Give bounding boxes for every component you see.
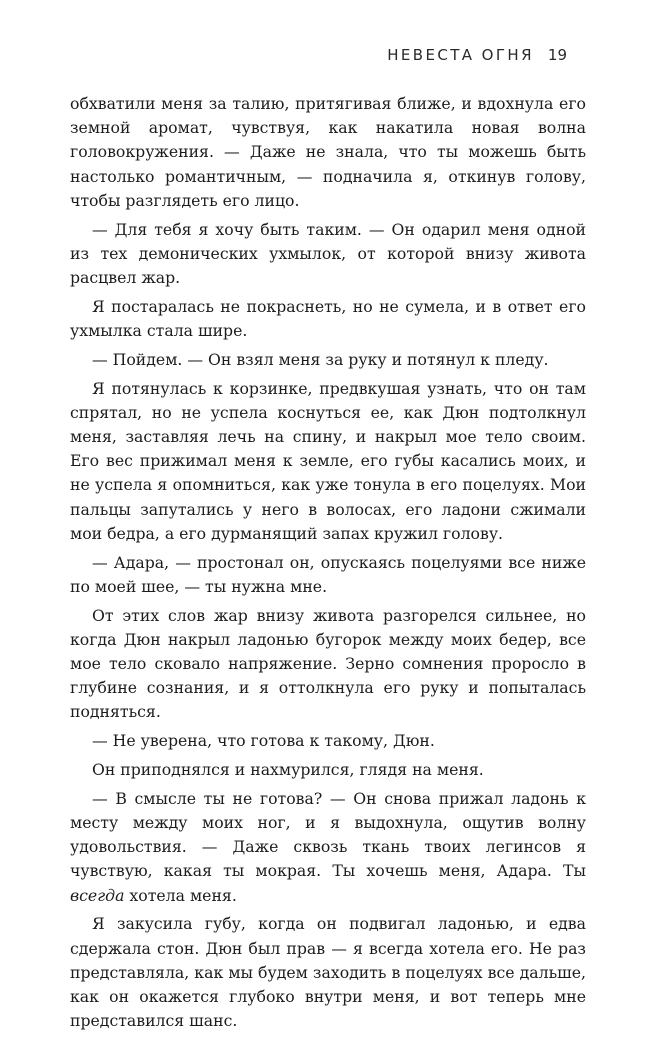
paragraph: — Для тебя я хочу быть таким. — Он одарил меня одной из тех демонических ухмылок, от которой внизу живота расцвел жар. [70,219,586,288]
running-head [387,46,567,64]
emphasis-text: всегда [70,885,125,905]
paragraph: — Пойдем. — Он взял меня за руку и потянул к пледу. [92,349,549,369]
paragraph [70,787,586,908]
page-number: 19 [547,46,567,64]
paragraph: От этих слов жар внизу живота разгорелся сильнее, но когда Дюн накрыл ладонью бугорок между моих бедер, все мое тело сковало напряжение. Зерно сомнения проросло в глубине сознания, и я оттолкнула его руку и попыталась подняться. [70,605,586,722]
paragraph: Он приподнялся и нахмурился, глядя на меня. [92,760,484,780]
paragraph: обхватили меня за талию, притягивая ближе, и вдохнула его земной аромат, чувствуя, как накатила новая волна головокружения. — Даже не знала, что ты можешь быть настолько романтичным, — подначила я, откинув голову, чтобы разглядеть его лицо. [70,94,586,210]
paragraph: — Не уверена, что готова к такому, Дюн. [92,731,435,751]
paragraph-text: — В смысле ты не готова? — Он снова прижал ладонь к месту между моих ног, и я выдохнула, ощутив волну удовольствия. — Даже сквозь ткань твоих легинсов я чувствую, какая ты мокрая. Ты хочешь меня, Адара. Ты [70,788,586,881]
paragraph-text: хотела меня. [124,885,237,905]
paragraph: Я закусила губу, когда он подвигал ладонью, и едва сдержала стон. Дюн был прав — я всегда хотела его. Не раз представляла, как мы будем заходить в поцелуях все дальше, как он окажется глубоко внутри меня, и вот теперь мне представился шанс. [70,914,586,1031]
paragraph: Я постаралась не покраснеть, но не сумела, и в ответ его ухмылка стала шире. [70,296,586,341]
body-text [70,92,586,1038]
paragraph: Я потянулась к корзинке, предвкушая узнать, что он там спрятал, но не успела коснуться ее, как Дюн подтолкнул меня, заставляя лечь на спину, и накрыл мое тело своим. Его вес прижимал меня к земле, его губы касались моих, и не успела я опомниться, как уже тонула в его поцелуях. Мои пальцы запутались у него в волосах, его ладони сжимали мои бедра, а его дурманящий запах кружил голову. [70,378,586,543]
book-title: НЕВЕСТА ОГНЯ [387,46,534,64]
paragraph: — Адара, — простонал он, опускаясь поцелуями все ниже по моей шее, — ты нужна мне. [70,552,586,596]
